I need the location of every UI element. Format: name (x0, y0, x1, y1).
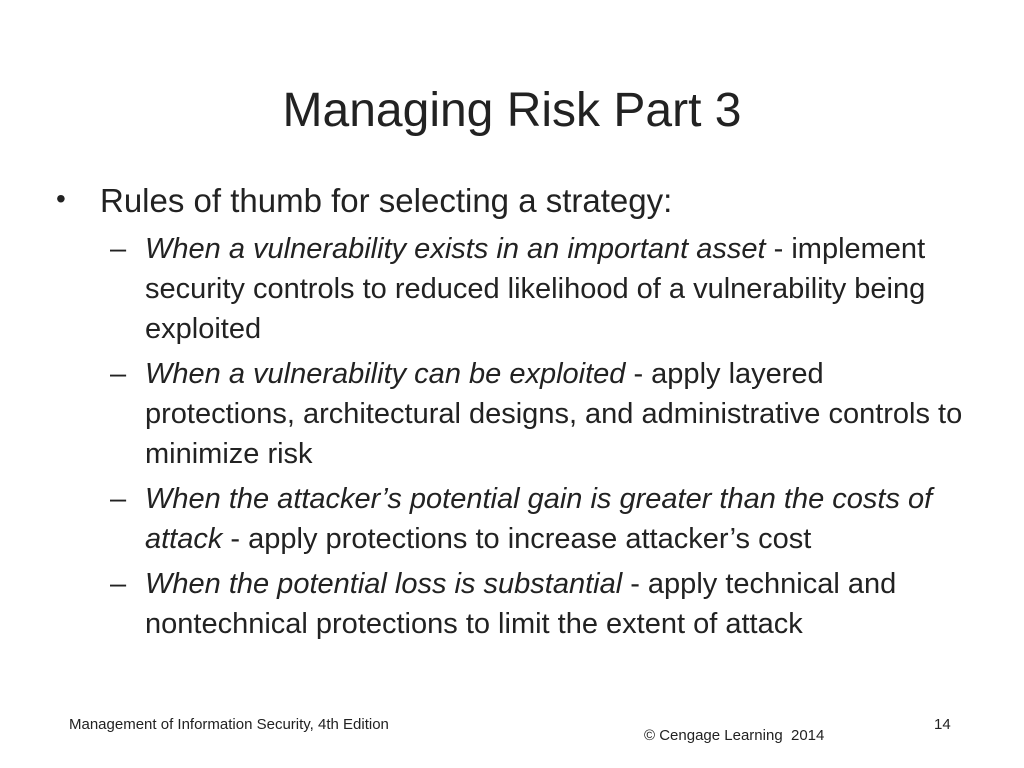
slide-title: Managing Risk Part 3 (282, 84, 742, 137)
sub-bullet-condition: When a vulnerability exists in an important asset (145, 233, 766, 265)
footer-book-title: Management of Information Security, 4th Edition (69, 716, 389, 733)
sub-bullet-item (110, 229, 970, 349)
sub-bullet-action: - implement security controls to reduced likelihood of a vulnerability being exploited (145, 233, 926, 345)
sub-bullet-condition: When the potential loss is substantial (145, 568, 623, 600)
footer-copyright: © Cengage Learning 2014 (644, 727, 825, 744)
dash-marker: – (110, 568, 127, 600)
dash-marker: – (110, 358, 127, 390)
sub-bullet-list (110, 229, 970, 649)
bullet-marker: • (56, 183, 66, 214)
dash-marker: – (110, 233, 127, 265)
dash-marker: – (110, 483, 127, 515)
sub-bullet-item (110, 479, 970, 559)
page-number: 14 (934, 716, 951, 733)
sub-bullet-item (110, 354, 970, 474)
sub-bullet-action: - apply technical and nontechnical protections to limit the extent of attack (145, 568, 897, 640)
sub-bullet-action: - apply layered protections, architectural designs, and administrative controls to minimize risk (145, 358, 963, 470)
sub-bullet-condition: When a vulnerability can be exploited (145, 358, 626, 390)
sub-bullet-action: - apply protections to increase attacker’s cost (222, 523, 812, 555)
main-bullet-text: Rules of thumb for selecting a strategy: (100, 182, 673, 219)
sub-bullet-condition: When the attacker’s potential gain is greater than the costs of attack (145, 483, 933, 555)
sub-bullet-item (110, 564, 970, 644)
